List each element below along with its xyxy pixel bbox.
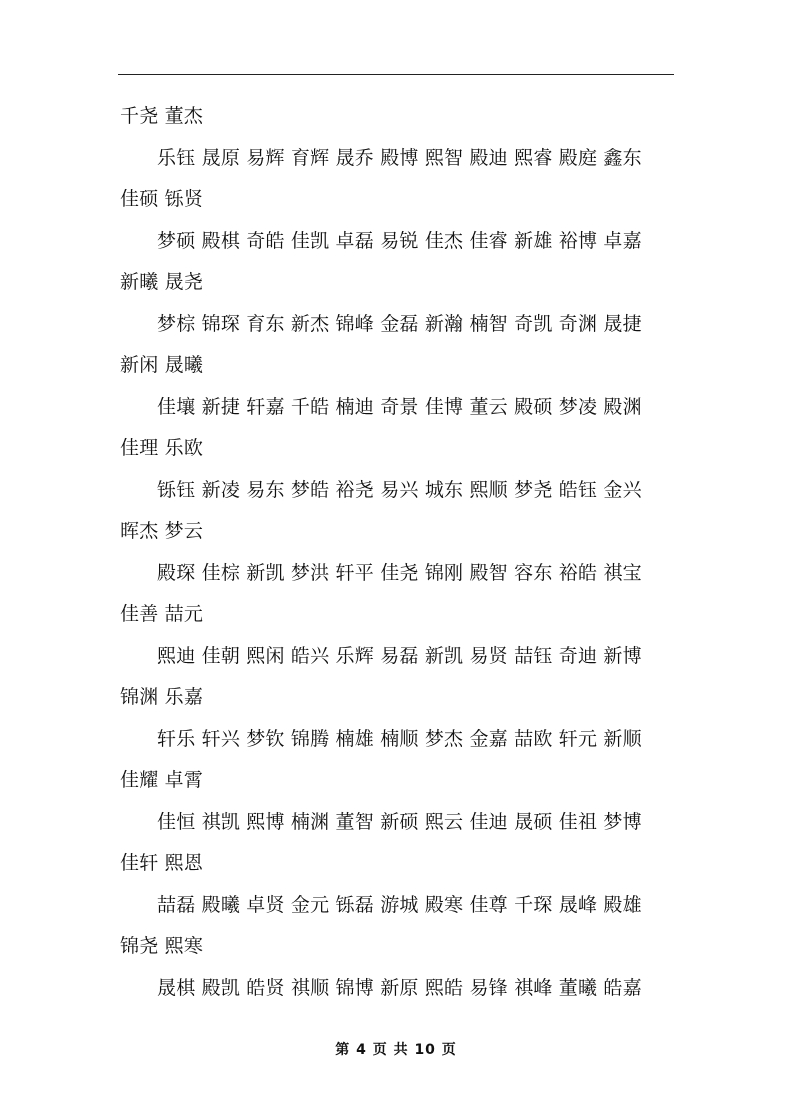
text-line: 梦硕 殿棋 奇皓 佳凯 卓磊 易锐 佳杰 佳睿 新雄 裕博 卓嘉 [157,229,642,252]
text-line: 喆磊 殿曦 卓贤 金元 铄磊 游城 殿寒 佳尊 千琛 晟峰 殿雄 [157,893,642,916]
text-line: 轩乐 轩兴 梦钦 锦腾 楠雄 楠顺 梦杰 金嘉 喆欧 轩元 新顺 [157,727,642,750]
text-line: 梦棕 锦琛 育东 新杰 锦峰 金磊 新瀚 楠智 奇凯 奇渊 晟捷 [157,312,642,335]
text-line: 佳恒 祺凯 熙博 楠渊 董智 新硕 熙云 佳迪 晟硕 佳祖 梦博 [157,810,642,833]
text-line: 佳壤 新捷 轩嘉 千皓 楠迪 奇景 佳博 董云 殿硕 梦凌 殿渊 [157,395,642,418]
text-line: 新曦 晟尧 [120,271,204,293]
page-number-footer: 第 4 页 共 10 页 [335,1042,457,1058]
text-line: 佳硕 铄贤 [120,188,204,210]
text-line: 乐钰 晟原 易辉 育辉 晟乔 殿博 熙智 殿迪 熙睿 殿庭 鑫东 [157,146,642,169]
text-line: 铄钰 新凌 易东 梦皓 裕尧 易兴 城东 熙顺 梦尧 皓钰 金兴 [157,478,642,501]
text-line: 佳善 喆元 [120,603,204,625]
header-rule [118,74,674,75]
text-line: 锦尧 熙寒 [120,935,204,957]
text-line: 锦渊 乐嘉 [120,686,204,708]
text-line: 晟棋 殿凯 皓贤 祺顺 锦博 新原 熙皓 易锋 祺峰 董曦 皓嘉 [157,976,642,999]
text-line: 佳轩 熙恩 [120,852,204,874]
text-line: 佳理 乐欧 [120,437,204,459]
name-list-body [120,96,680,1009]
text-line: 晖杰 梦云 [120,520,204,542]
text-line: 新闲 晟曦 [120,354,204,376]
text-line: 熙迪 佳朝 熙闲 皓兴 乐辉 易磊 新凯 易贤 喆钰 奇迪 新博 [157,644,642,667]
text-line: 千尧 董杰 [120,105,204,127]
text-line: 佳耀 卓霄 [120,769,204,791]
text-line: 殿琛 佳棕 新凯 梦洪 轩平 佳尧 锦刚 殿智 容东 裕皓 祺宝 [157,561,642,584]
